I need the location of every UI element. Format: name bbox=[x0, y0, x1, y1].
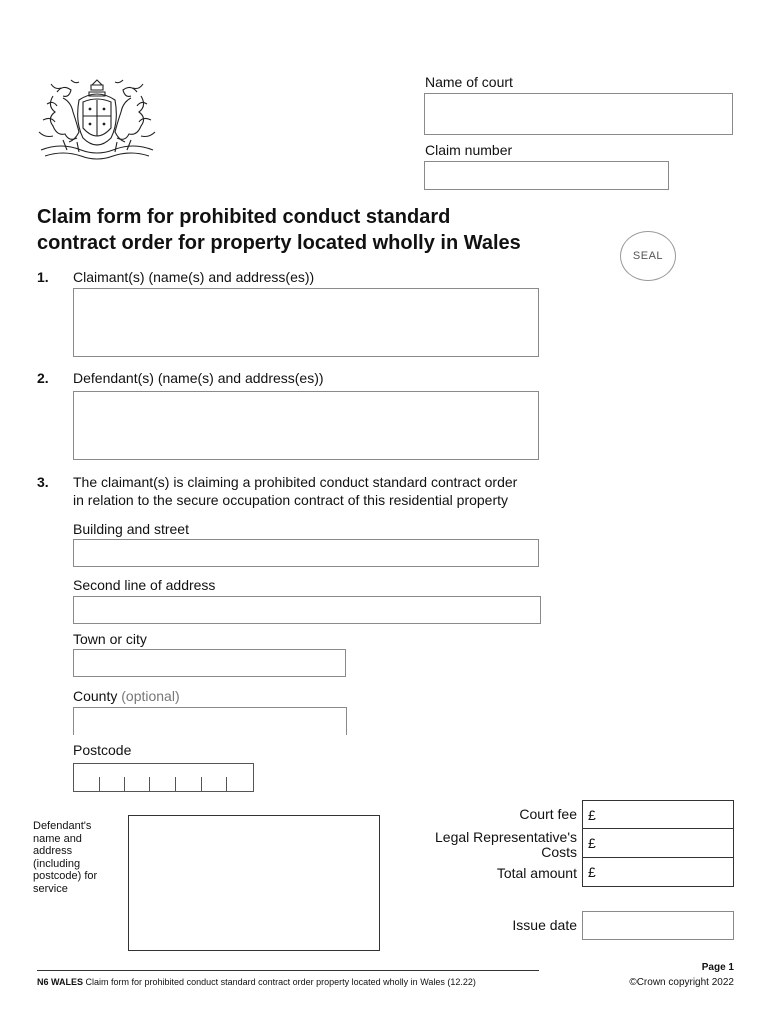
court-name-input[interactable] bbox=[425, 94, 732, 134]
claimants-label: Claimant(s) (name(s) and address(es)) bbox=[73, 269, 315, 285]
claim-number-field[interactable] bbox=[424, 161, 669, 190]
town-city-label: Town or city bbox=[73, 631, 147, 647]
defendants-textarea[interactable] bbox=[74, 392, 538, 459]
second-line-field[interactable] bbox=[73, 596, 541, 624]
court-name-field[interactable] bbox=[424, 93, 733, 135]
page-number: Page 1 bbox=[701, 962, 734, 973]
total-amount-currency: £ bbox=[588, 864, 596, 880]
court-name-label: Name of court bbox=[425, 74, 513, 90]
copyright: ©Crown copyright 2022 bbox=[629, 977, 734, 988]
total-amount-input[interactable] bbox=[596, 858, 733, 886]
section-3-text-line-1: The claimant(s) is claiming a prohibited conduct standard contract order bbox=[73, 474, 518, 490]
county-input[interactable] bbox=[74, 708, 346, 735]
court-fee-currency: £ bbox=[588, 806, 596, 823]
defendants-field[interactable] bbox=[73, 391, 539, 460]
claim-number-input[interactable] bbox=[425, 162, 668, 189]
service-label-line: (including bbox=[33, 857, 81, 870]
issue-date-row bbox=[400, 911, 734, 940]
town-city-input[interactable] bbox=[74, 650, 345, 676]
issue-date-field[interactable] bbox=[582, 911, 734, 940]
footer-form-info bbox=[37, 977, 476, 987]
legal-costs-label bbox=[435, 830, 577, 860]
court-fee-row bbox=[400, 800, 734, 829]
county-field[interactable] bbox=[73, 707, 347, 735]
crest-drawing bbox=[33, 74, 161, 166]
service-label-line: Defendant's bbox=[33, 820, 92, 832]
building-street-label: Building and street bbox=[73, 521, 189, 537]
total-amount-row bbox=[400, 858, 734, 887]
seal-label: SEAL bbox=[632, 250, 664, 262]
postcode-field[interactable] bbox=[73, 763, 254, 792]
footer-form-code: N6 WALES bbox=[37, 977, 84, 987]
legal-costs-row bbox=[400, 829, 734, 858]
building-street-field[interactable] bbox=[73, 539, 539, 567]
county-label bbox=[73, 688, 180, 705]
postcode-divider bbox=[99, 777, 100, 791]
section-1-number: 1. bbox=[37, 269, 49, 285]
issue-date-input[interactable] bbox=[583, 912, 733, 939]
service-address-label bbox=[33, 820, 97, 895]
postcode-label: Postcode bbox=[73, 742, 132, 758]
footer-description: Claim form for prohibited conduct standard contract order property located wholly in Wales (12.22) bbox=[85, 977, 476, 987]
second-line-input[interactable] bbox=[74, 597, 540, 623]
legal-costs-input[interactable] bbox=[596, 829, 733, 857]
court-fee-label: Court fee bbox=[519, 806, 577, 822]
form-title-line-2: contract order for property located wholly in Wales bbox=[37, 232, 521, 254]
court-fee-input[interactable] bbox=[596, 801, 733, 828]
service-address-field[interactable] bbox=[128, 815, 380, 951]
town-city-field[interactable] bbox=[73, 649, 346, 677]
claimants-textarea[interactable] bbox=[74, 289, 538, 356]
service-label-line: address bbox=[33, 845, 73, 857]
court-fee-field[interactable] bbox=[582, 800, 734, 829]
postcode-divider bbox=[201, 777, 202, 791]
county-label-text: County bbox=[73, 688, 118, 704]
legal-costs-label-line-1: Legal Representative's bbox=[435, 829, 577, 845]
total-amount-label: Total amount bbox=[496, 865, 577, 881]
postcode-divider bbox=[149, 777, 150, 791]
section-3-text-line-2: in relation to the secure occupation contract of this residential property bbox=[73, 492, 509, 508]
claim-number-label: Claim number bbox=[425, 142, 513, 158]
section-2-number: 2. bbox=[37, 370, 49, 386]
county-optional-text: (optional) bbox=[121, 688, 180, 704]
postcode-divider bbox=[175, 777, 176, 791]
service-label-line: service bbox=[33, 882, 68, 895]
second-line-label: Second line of address bbox=[73, 577, 216, 593]
service-address-textarea[interactable] bbox=[129, 816, 379, 950]
total-amount-field[interactable] bbox=[582, 858, 734, 887]
service-label-line: name and bbox=[33, 832, 82, 845]
seal-stamp bbox=[620, 231, 676, 281]
legal-costs-label-line-2: Costs bbox=[541, 844, 577, 860]
royal-coat-of-arms-crest-icon bbox=[33, 74, 161, 166]
building-street-input[interactable] bbox=[74, 540, 538, 566]
defendants-label: Defendant(s) (name(s) and address(es)) bbox=[73, 370, 324, 386]
footer-divider bbox=[37, 970, 539, 971]
section-3-number: 3. bbox=[37, 474, 49, 490]
service-label-line: postcode) for bbox=[33, 870, 98, 882]
form-title-line-1: Claim form for prohibited conduct standard bbox=[37, 206, 451, 228]
postcode-divider bbox=[226, 777, 227, 791]
legal-costs-currency: £ bbox=[588, 835, 596, 851]
claimants-field[interactable] bbox=[73, 288, 539, 357]
postcode-divider bbox=[124, 777, 125, 791]
issue-date-label: Issue date bbox=[512, 917, 577, 933]
legal-costs-field[interactable] bbox=[582, 829, 734, 858]
